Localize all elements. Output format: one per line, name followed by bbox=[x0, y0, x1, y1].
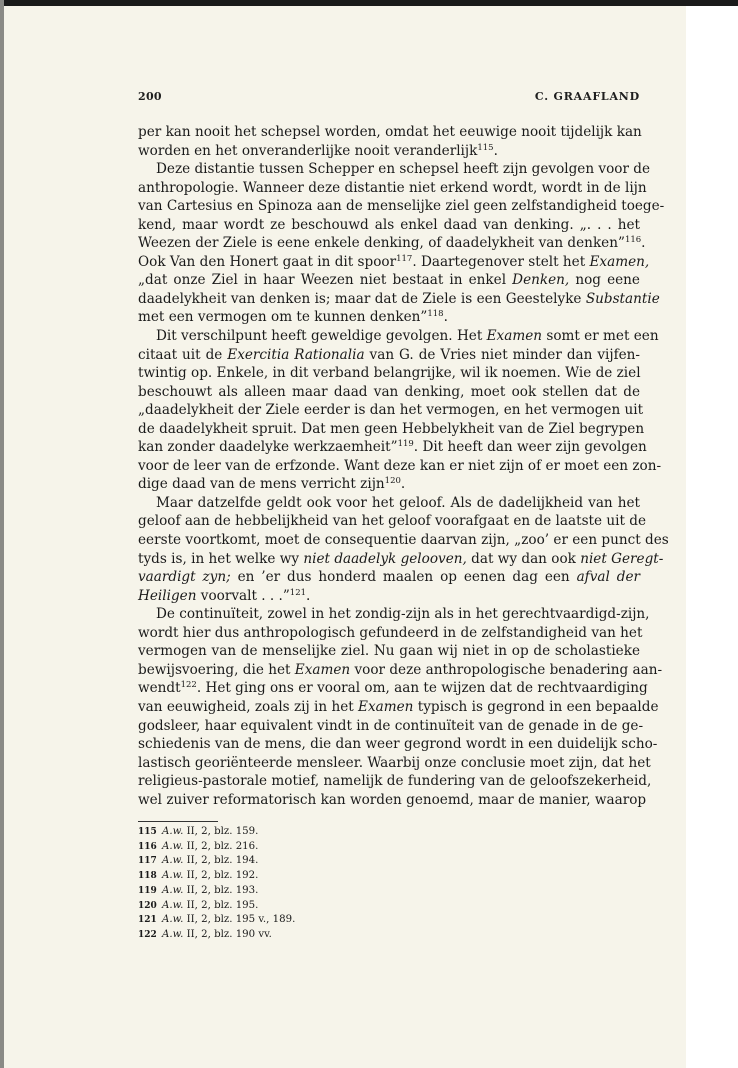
text-line bbox=[138, 550, 664, 569]
text-span: citaat uit de bbox=[138, 346, 228, 363]
running-head-author: C. GRAAFLAND bbox=[534, 90, 640, 103]
text-span: wendt bbox=[138, 680, 181, 697]
text-line bbox=[138, 679, 648, 698]
footnote-number: 117 bbox=[138, 856, 157, 867]
text-line bbox=[138, 475, 640, 494]
footnote-reference: II, 2, blz. 193. bbox=[186, 884, 259, 896]
footnote-number: 115 bbox=[138, 827, 157, 837]
text-span: geloof aan de hebbelijkheid van het geloof voorafgaat en de laatste uit de bbox=[138, 513, 647, 530]
text-line bbox=[138, 308, 640, 327]
page-number: 200 bbox=[138, 90, 162, 103]
italic-text: niet daadelyk gelooven, bbox=[303, 550, 467, 567]
text-span: nog eene bbox=[569, 272, 640, 289]
footnote-ref: 115 bbox=[477, 142, 494, 153]
text-span: . bbox=[641, 235, 646, 252]
text-line bbox=[138, 216, 640, 235]
text-span: voor de leer van de erfzonde. Want deze kan er niet zijn of er moet een zon- bbox=[138, 457, 662, 474]
text-line bbox=[138, 364, 640, 383]
text-span: Deze distantie tussen Schepper en schepsel heeft zijn gevolgen voor de bbox=[156, 161, 651, 178]
text-line bbox=[138, 624, 643, 643]
text-span: dat wy dan ook bbox=[466, 550, 581, 567]
text-span: bewijsvoering, die het bbox=[138, 661, 295, 678]
footnote bbox=[138, 928, 438, 943]
text-span: kan zonder daadelyke werkzaemheit” bbox=[138, 439, 398, 456]
text-span: twintig op. Enkele, in dit verband belangrijke, wil ik noemen. Wie de ziel bbox=[138, 365, 641, 382]
footnote-reference: II, 2, blz. 190 vv. bbox=[186, 928, 272, 940]
text-line bbox=[138, 438, 647, 457]
text-span: voor deze anthropologische benadering aan- bbox=[350, 661, 663, 678]
text-span: . Het ging ons er vooral om, aan te wijzen dat de rechtvaardiging bbox=[196, 680, 648, 697]
body-text bbox=[138, 123, 669, 809]
text-line bbox=[138, 735, 658, 754]
text-span: Ook Van den Honert gaat in dit spoor bbox=[138, 253, 397, 270]
text-line bbox=[138, 123, 640, 142]
text-span: tyds is, in het welke wy bbox=[138, 550, 304, 567]
italic-text: Substantie bbox=[585, 290, 660, 307]
text-span: de daadelykheit spruit. Dat men geen Hebbelykheit van de Ziel begrypen bbox=[138, 420, 645, 437]
text-span: voorvalt . . .” bbox=[196, 587, 290, 604]
text-line bbox=[138, 234, 646, 253]
text-span: godsleer, haar equivalent vindt in de continuïteit van de genade in de ge- bbox=[138, 717, 644, 734]
running-header bbox=[138, 90, 640, 106]
text-line bbox=[138, 717, 644, 736]
footnote bbox=[138, 869, 438, 884]
text-line bbox=[138, 197, 665, 216]
text-span: . bbox=[400, 476, 406, 493]
footnote-source: A.w. bbox=[162, 884, 184, 896]
text-span: worden en het onveranderlijke nooit veranderlijk bbox=[138, 142, 478, 159]
italic-text: niet Geregt- bbox=[580, 550, 664, 567]
text-line bbox=[138, 772, 652, 791]
text-span: . Daartegenover stelt het bbox=[412, 253, 590, 270]
text-span: vermogen van de menselijke ziel. Nu gaan wij niet in op de scholastieke bbox=[138, 643, 640, 660]
italic-text: vaardigt zyn; bbox=[138, 569, 231, 586]
italic-text: Exercitia Rationalia bbox=[227, 346, 365, 363]
text-span: Maar datzelfde geldt ook voor het geloof. Als de dadelijkheid van het bbox=[156, 494, 640, 511]
italic-text: Examen bbox=[486, 328, 543, 345]
footnote bbox=[138, 854, 438, 869]
footnote-ref: 120 bbox=[384, 476, 401, 487]
text-line bbox=[138, 531, 669, 550]
text-span: met een vermogen om te kunnen denken” bbox=[138, 309, 428, 326]
footnote-source: A.w. bbox=[162, 840, 184, 852]
text-line bbox=[138, 271, 640, 290]
footnote-number: 118 bbox=[138, 871, 157, 882]
footnote-reference: II, 2, blz. 159. bbox=[186, 826, 259, 837]
text-span: . Dit heeft dan weer zijn gevolgen bbox=[413, 439, 647, 456]
footnote bbox=[138, 913, 438, 928]
italic-text: Heiligen bbox=[138, 587, 197, 604]
italic-text: Denken, bbox=[512, 272, 570, 289]
footnote-source: A.w. bbox=[162, 899, 184, 911]
text-span: en ’er dus honderd maalen op eenen dag een bbox=[230, 569, 577, 586]
text-line bbox=[138, 383, 640, 402]
text-line bbox=[138, 512, 647, 531]
text-span: van eeuwigheid, zoals zij in het bbox=[138, 698, 359, 715]
footnote bbox=[138, 899, 438, 914]
footnotes bbox=[138, 825, 438, 943]
text-span: De continuïteit, zowel in het zondig-zijn als in het gerechtvaardigd-zijn, bbox=[156, 606, 650, 623]
text-span: „daadelykheit der Ziele eerder is dan het vermogen, en het vermogen uit bbox=[138, 402, 644, 419]
text-line bbox=[138, 401, 644, 420]
text-span: eerste voortkomt, moet de consequentie daarvan zijn, „zoo’ er een punct des bbox=[138, 532, 669, 549]
footnote-reference: II, 2, blz. 216. bbox=[186, 840, 259, 852]
text-line bbox=[138, 754, 651, 773]
text-line bbox=[138, 791, 647, 810]
footnote bbox=[138, 840, 438, 855]
footnote-reference: II, 2, blz. 195. bbox=[186, 899, 259, 911]
footnote-number: 122 bbox=[138, 929, 157, 940]
footnote-number: 119 bbox=[138, 885, 157, 896]
italic-text: Examen bbox=[358, 698, 414, 715]
text-line bbox=[138, 661, 663, 680]
text-span: wordt hier dus anthropologisch gefundeerd in de zelfstandigheid van het bbox=[138, 624, 643, 641]
footnote-source: A.w. bbox=[162, 870, 184, 882]
text-line bbox=[138, 346, 640, 365]
footnote-number: 116 bbox=[138, 841, 157, 852]
footnote-source: A.w. bbox=[162, 855, 184, 867]
text-line bbox=[138, 420, 645, 439]
footnote-source: A.w. bbox=[162, 928, 184, 940]
text-span: wel zuiver reformatorisch kan worden genoemd, maar de manier, waarop bbox=[138, 791, 647, 808]
text-line bbox=[138, 290, 660, 309]
footnote-number: 121 bbox=[138, 915, 157, 926]
italic-text: Examen bbox=[294, 661, 351, 678]
text-line bbox=[138, 179, 647, 198]
footnote-reference: II, 2, blz. 192. bbox=[186, 870, 259, 882]
italic-text: Examen, bbox=[589, 253, 650, 270]
text-span: van G. de Vries niet minder dan vijfen- bbox=[364, 346, 641, 363]
text-span: beschouwt als alleen maar daad van denking, moet ook stellen dat de bbox=[138, 383, 640, 400]
footnote-source: A.w. bbox=[162, 826, 184, 837]
text-span: lastisch georiënteerde mensleer. Waarbij onze conclusie moet zijn, dat het bbox=[138, 754, 651, 771]
text-line bbox=[138, 142, 640, 161]
footnote-ref: 118 bbox=[427, 309, 444, 320]
footnote bbox=[138, 884, 438, 899]
text-line bbox=[138, 327, 659, 346]
text-line bbox=[138, 642, 640, 661]
text-line bbox=[138, 568, 640, 587]
text-line bbox=[138, 457, 662, 476]
text-span: . bbox=[306, 587, 311, 604]
text-span: Dit verschilpunt heeft geweldige gevolgen. Het bbox=[156, 328, 487, 345]
footnote bbox=[138, 825, 438, 840]
text-span: daadelykheit van denken is; maar dat de Ziele is een Geestelyke bbox=[138, 290, 586, 307]
text-span: kend, maar wordt ze beschouwd als enkel daad van denking. „. . . het bbox=[138, 216, 640, 233]
text-span: anthropologie. Wanneer deze distantie niet erkend wordt, wordt in de lijn bbox=[138, 179, 647, 196]
text-span: van Cartesius en Spinoza aan de menselijke ziel geen zelfstandigheid toege- bbox=[138, 198, 665, 215]
text-span: schiedenis van de mens, die dan weer gegrond wordt in een duidelijk scho- bbox=[138, 736, 658, 753]
footnote-ref: 122 bbox=[180, 680, 197, 691]
footnote-ref: 117 bbox=[396, 253, 413, 264]
text-span: religieus-pastorale motief, namelijk de fundering van de geloofszekerheid, bbox=[138, 773, 652, 790]
footnote-ref: 121 bbox=[289, 587, 307, 598]
footnote-reference: II, 2, blz. 194. bbox=[186, 855, 259, 867]
scan-margin-right bbox=[686, 6, 738, 1068]
text-line bbox=[138, 698, 659, 717]
footnote-rule bbox=[138, 821, 218, 822]
text-span: . bbox=[443, 309, 448, 326]
text-span: per kan nooit het schepsel worden, omdat het eeuwige nooit tijdelijk kan bbox=[138, 124, 642, 140]
text-line bbox=[138, 605, 650, 624]
text-span: dige daad van de mens verricht zijn bbox=[138, 476, 385, 493]
text-line bbox=[138, 160, 651, 179]
text-span: . bbox=[493, 142, 498, 159]
footnote-ref: 116 bbox=[624, 235, 642, 246]
footnote-number: 120 bbox=[138, 900, 157, 911]
text-span: typisch is gegrond in een bepaalde bbox=[413, 698, 659, 715]
text-line bbox=[138, 494, 640, 513]
footnote-reference: II, 2, blz. 195 v., 189. bbox=[186, 914, 296, 926]
text-span: „dat onze Ziel in haar Weezen niet bestaat in enkel bbox=[138, 272, 513, 289]
footnote-source: A.w. bbox=[162, 914, 184, 926]
text-span: somt er met een bbox=[542, 328, 659, 345]
footnote-ref: 119 bbox=[397, 439, 414, 450]
italic-text: afval der bbox=[576, 569, 640, 586]
text-span: Weezen der Ziele is eene enkele denking, of daadelykheit van denken” bbox=[138, 235, 625, 252]
text-line bbox=[138, 587, 640, 606]
text-line bbox=[138, 253, 650, 272]
